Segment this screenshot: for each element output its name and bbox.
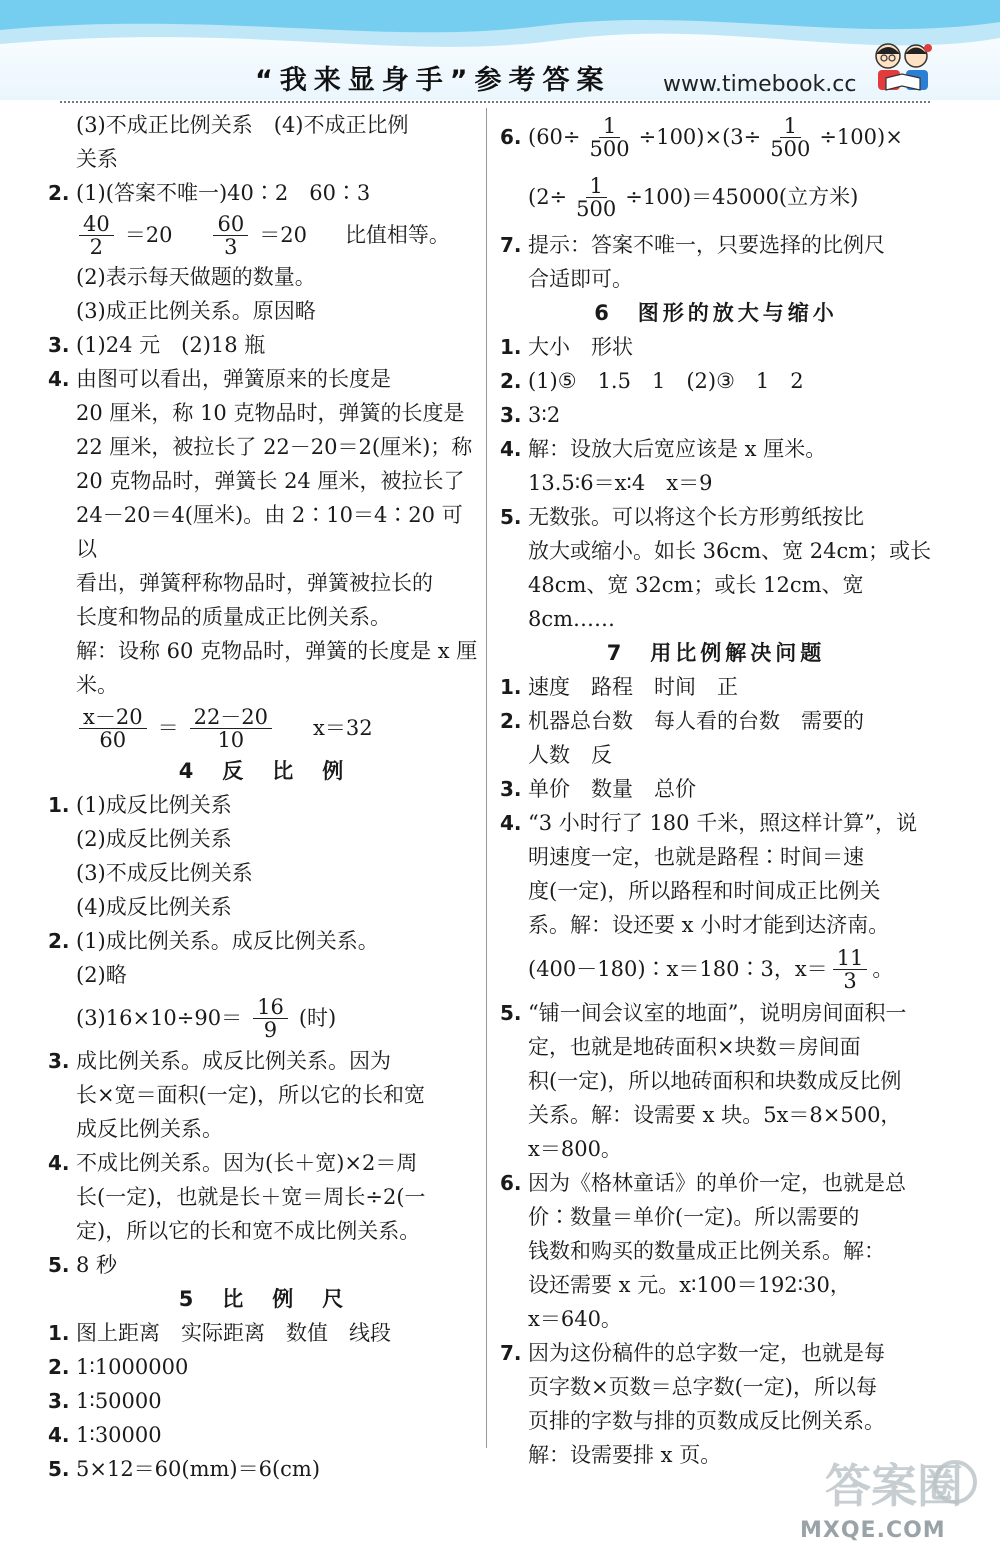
s7-question-3 (500, 772, 932, 806)
s6-question-2 (500, 364, 932, 398)
fraction-line: (3)16×10÷90＝ $\frac{16}{9}$ (时) (76, 994, 337, 1042)
answer-line: 成反比例关系。 (76, 1117, 223, 1141)
answer-line: 解：设需要排 x 页。 (528, 1443, 722, 1467)
answer-line: 20 厘米，称 10 克物品时，弹簧的长度是 (76, 401, 465, 425)
answer-line: 无数张。可以将这个长方形剪纸按比 (528, 505, 864, 529)
answer-line: 明速度一定，也就是路程∶时间＝速 (528, 845, 864, 869)
answer-text: x＝32 (313, 716, 373, 740)
answer-line: 因为《格林童话》的单价一定，也就是总 (528, 1171, 906, 1195)
right-column (500, 108, 932, 1472)
answer-line: 速度 路程 时间 正 (528, 675, 738, 699)
s5-question-1 (48, 1316, 478, 1350)
answer-line: 成比例关系。成反比例关系。因为 (76, 1049, 391, 1073)
answer-line: 20 克物品时，弹簧长 24 厘米，被拉长了 (76, 469, 465, 493)
question-number: 4. (500, 437, 522, 461)
s6-question-3 (500, 398, 932, 432)
answer-line: 度(一定)，所以路程和时间成正比例关 (528, 879, 881, 903)
question-number: 3. (48, 1389, 70, 1413)
s7-question-6 (500, 1166, 932, 1336)
answer-line: (1)(答案不唯一)40∶2 60∶3 (76, 181, 371, 205)
answer-line: 长(一定)，也就是长＋宽＝周长÷2(一 (76, 1185, 426, 1209)
fraction-line: (60÷ $\frac{1}{500}$ ÷100)×(3÷ $\frac{1}{500}$ ÷100)× (528, 113, 903, 161)
s4-question-2 (48, 924, 478, 1044)
question-number: 4. (500, 811, 522, 835)
answer-line: 定)，所以它的长和宽不成比例关系。 (76, 1219, 421, 1243)
answer-line: 单价 数量 总价 (528, 777, 696, 801)
answer-line: (1)成比例关系。成反比例关系。 (76, 929, 379, 953)
fraction: $\frac{1}{500}$ (770, 113, 811, 161)
answer-line: (2)表示每天做题的数量。 (76, 265, 316, 289)
answer-line: 1∶50000 (76, 1389, 162, 1413)
question-number: 2. (48, 929, 70, 953)
answer-line: 放大或缩小。如长 36cm、宽 24cm；或长 (528, 539, 932, 563)
answer-line: 设还需要 x 元。x∶100＝192∶30， (528, 1273, 851, 1297)
answer-line: 提示：答案不唯一，只要选择的比例尺 (528, 233, 885, 257)
s4-question-3 (48, 1044, 478, 1146)
s7-question-1 (500, 670, 932, 704)
question-number: 2. (500, 369, 522, 393)
watermark-logo-text: 答案圈 (825, 1459, 963, 1513)
question-number: 4. (48, 1151, 70, 1175)
answer-line: 不成比例关系。因为(长＋宽)×2＝周 (76, 1151, 418, 1175)
answer-circle-watermark-logo (755, 1452, 980, 1522)
fraction: $\frac{11}{3}$ (833, 947, 868, 992)
question-number: 3. (48, 1049, 70, 1073)
header-title: “我来显身手”参考答案 (255, 65, 611, 96)
s4-question-1 (48, 788, 478, 924)
fraction: $\frac{1}{500}$ (576, 173, 617, 221)
kids-reading-mascot-icon (868, 38, 938, 98)
s6-question-5 (500, 500, 932, 636)
question-number: 2. (500, 709, 522, 733)
answer-line: 大小 形状 (528, 335, 633, 359)
answer-line: 8 秒 (76, 1253, 118, 1277)
question-number: 6. (500, 125, 522, 149)
answer-line: (1)成反比例关系 (76, 793, 232, 817)
question-number: 1. (48, 793, 70, 817)
answer-line: 系。解：设还要 x 小时才能到达济南。 (528, 913, 890, 937)
question-number: 7. (500, 233, 522, 257)
answer-line: 页字数×页数＝总字数(一定)，所以每 (528, 1375, 877, 1399)
answer-line: (1)⑤ 1.5 1 (2)③ 1 2 (528, 369, 804, 393)
answer-line: x＝800。 (528, 1137, 622, 1161)
question-number: 3. (500, 777, 522, 801)
header-url: www.timebook.cc (663, 72, 857, 97)
header-dotted-rule (60, 101, 930, 103)
s7-question-5 (500, 996, 932, 1166)
answer-line: 积(一定)，所以地砖面积和块数成反比例 (528, 1069, 902, 1093)
answer-line: (3)不成正比例关系 (4)不成正比例 (76, 113, 409, 137)
answer-line: 由图可以看出，弹簧原来的长度是 (76, 367, 391, 391)
answer-line: 13.5∶6＝x∶4 x＝9 (528, 471, 713, 495)
question-number: 6. (500, 1171, 522, 1195)
answer-line: 22 厘米，被拉长了 22－20＝2(厘米)；称 (76, 435, 473, 459)
s5-question-3 (48, 1384, 478, 1418)
s5-question-5 (48, 1452, 478, 1486)
answer-line: (3)成正比例关系。原因略 (76, 299, 316, 323)
answer-line: 1∶1000000 (76, 1355, 189, 1379)
answer-line: (4)成反比例关系 (76, 895, 232, 919)
s6-question-4 (500, 432, 932, 500)
answer-line: 24－20＝4(厘米)。由 2∶10＝4∶20 可以 (76, 503, 463, 561)
question-number: 5. (48, 1457, 70, 1481)
s7-question-2 (500, 704, 932, 772)
answer-line: 因为这份稿件的总字数一定，也就是每 (528, 1341, 885, 1365)
answer-line: 关系。解：设需要 x 块。5x＝8×500， (528, 1103, 902, 1127)
answer-line: 1∶30000 (76, 1423, 162, 1447)
fraction-line: (400－180)∶x＝180∶3，x＝ $\frac{11}{3}$ 。 (528, 945, 894, 993)
answer-line: 合适即可。 (528, 267, 633, 291)
answer-line: 3∶2 (528, 403, 561, 427)
question-number: 5. (500, 505, 522, 529)
question-6 (500, 108, 932, 228)
section-heading: 5 比 例 尺 (178, 1287, 348, 1311)
answer-line: 解：设放大后宽应该是 x 厘米。 (528, 437, 827, 461)
fraction: $\frac{40}{2}$ (79, 213, 114, 258)
question-number: 3. (48, 333, 70, 357)
answer-line: 机器总台数 每人看的台数 需要的 (528, 709, 864, 733)
answer-line: 定，也就是地砖面积×块数＝房间面 (528, 1035, 861, 1059)
fraction: $\frac{16}{9}$ (253, 996, 288, 1041)
answer-line: (2)略 (76, 963, 127, 987)
fraction-line: (2÷ $\frac{1}{500}$ ÷100)＝45000(立方米) (528, 173, 859, 221)
s7-question-4 (500, 806, 932, 996)
answer-line: 钱数和购买的数量成正比例关系。解： (528, 1239, 885, 1263)
question-number: 5. (500, 1001, 522, 1025)
s5-question-2 (48, 1350, 478, 1384)
section-heading: 4 反 比 例 (178, 759, 348, 783)
question-number: 4. (48, 367, 70, 391)
left-column (48, 108, 478, 1486)
fraction: $\frac{1}{500}$ (589, 113, 630, 161)
answer-line: (1)24 元 (2)18 瓶 (76, 333, 266, 357)
fraction-line: $\frac{x-20}{60}$ ＝ $\frac{22-20}{10}$ x＝32 (76, 702, 478, 754)
answer-line: 价∶数量＝单价(一定)。所以需要的 (528, 1205, 860, 1229)
answer-line: 关系 (76, 147, 118, 171)
answer-line: “铺一间会议室的地面”，说明房间面积一 (528, 1001, 907, 1025)
question-4 (48, 362, 478, 754)
question-2 (48, 176, 478, 328)
answer-line: 长度和物品的质量成正比例关系。 (76, 605, 391, 629)
section-heading: 6 图形的放大与缩小 (594, 301, 838, 325)
question-7 (500, 228, 932, 296)
s4-question-5 (48, 1248, 478, 1282)
watermark-url: MXQE.COM (800, 1518, 946, 1543)
fraction: $\frac{60}{3}$ (213, 213, 248, 258)
s5-question-4 (48, 1418, 478, 1452)
answer-line: 48cm、宽 32cm；或长 12cm、宽 8cm…… (528, 573, 864, 631)
question-number: 2. (48, 1355, 70, 1379)
question-number: 1. (500, 335, 522, 359)
section-heading: 7 用比例解决问题 (606, 641, 826, 665)
fraction-line: $\frac{40}{2}$ ＝20 $\frac{60}{3}$ ＝20 比值相等。 (76, 210, 478, 260)
column-divider (486, 108, 487, 1448)
s4-question-4 (48, 1146, 478, 1248)
question-3 (48, 328, 478, 362)
fraction: $\frac{22-20}{10}$ (190, 706, 272, 751)
page-header (0, 0, 1000, 100)
answer-line: “3 小时行了 180 千米，照这样计算”，说 (528, 811, 917, 835)
question-number: 1. (500, 675, 522, 699)
answer-line: 看出，弹簧秤称物品时，弹簧被拉长的 (76, 571, 433, 595)
answer-line: 人数 反 (528, 743, 612, 767)
answer-line: 图上距离 实际距离 数值 线段 (76, 1321, 391, 1345)
question-number: 2. (48, 181, 70, 205)
answer-line: 解：设称 60 克物品时，弹簧的长度是 x 厘米。 (76, 639, 478, 697)
question-number: 3. (500, 403, 522, 427)
question-number: 5. (48, 1253, 70, 1277)
question-number: 4. (48, 1423, 70, 1447)
s6-question-1 (500, 330, 932, 364)
answer-line: (3)不成反比例关系 (76, 861, 253, 885)
answer-text: 比值相等。 (344, 223, 450, 247)
answer-line: x＝640。 (528, 1307, 622, 1331)
fraction: $\frac{x-20}{60}$ (79, 706, 147, 751)
question-number: 7. (500, 1341, 522, 1365)
answer-line: 页排的字数与排的页数成反比例关系。 (528, 1409, 885, 1433)
question-number: 1. (48, 1321, 70, 1345)
answer-line: 5×12＝60(mm)＝6(cm) (76, 1457, 321, 1481)
answer-line: 长×宽＝面积(一定)，所以它的长和宽 (76, 1083, 425, 1107)
answer-line: (2)成反比例关系 (76, 827, 232, 851)
